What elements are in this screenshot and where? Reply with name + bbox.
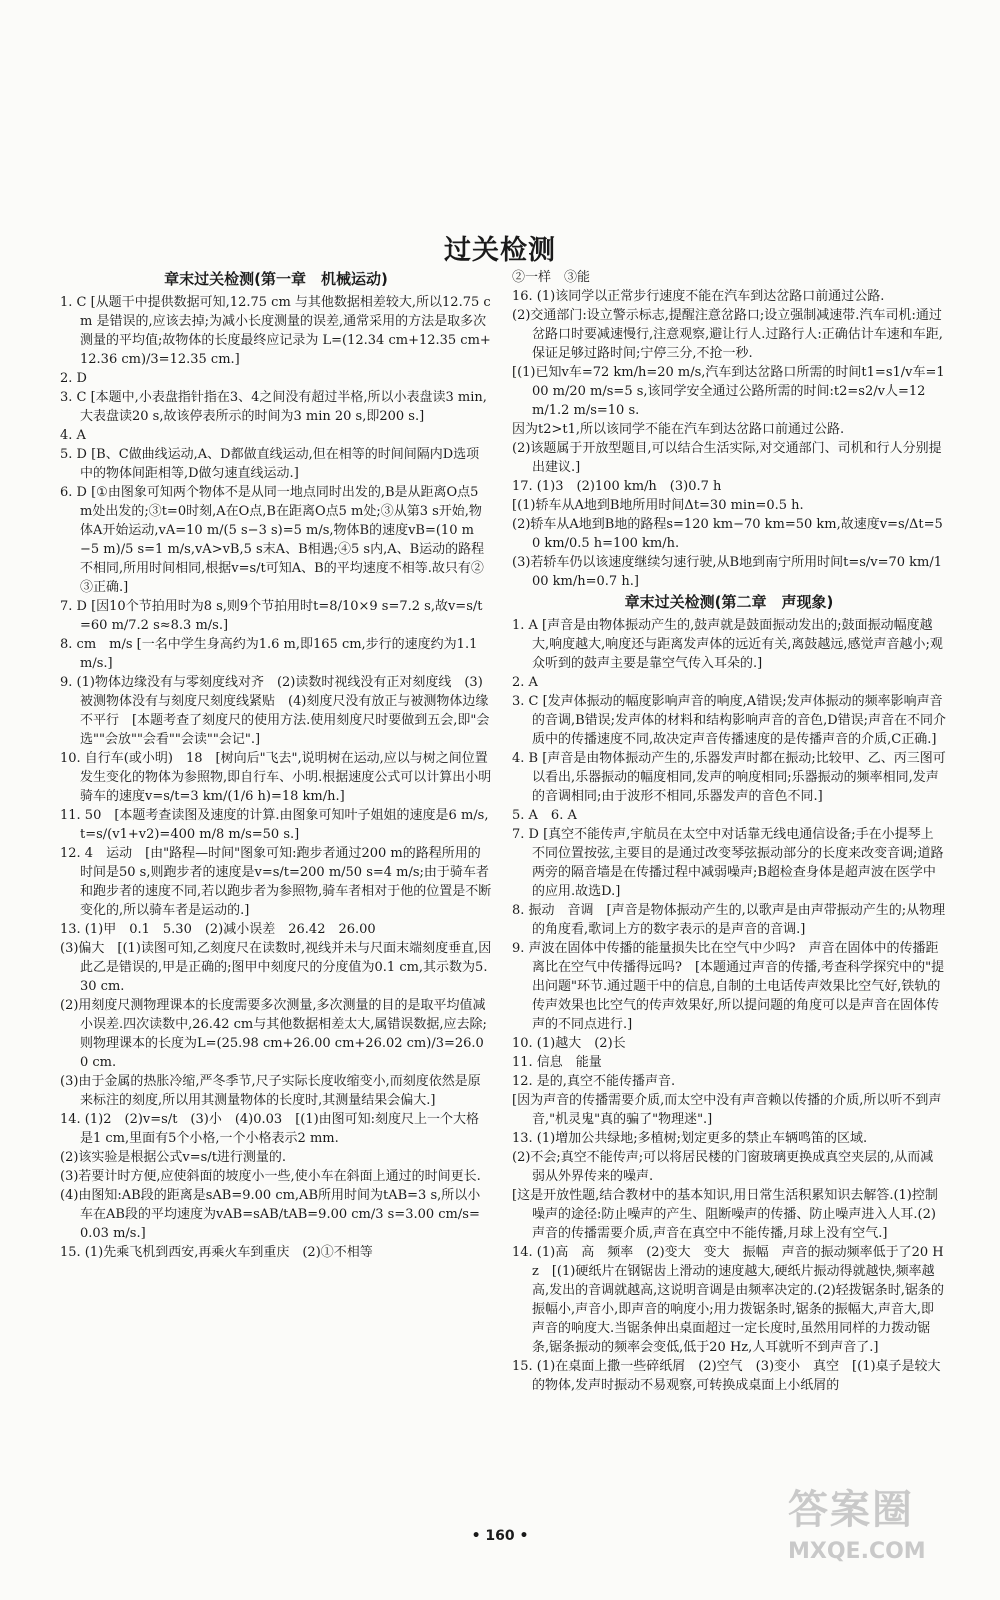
answer-item: 8. 振动 音调 [声音是物体振动产生的,以歌声是由声带振动产生的;从物理的角度看,歌词上方的数字表示的是声音的音调.]: [512, 903, 946, 937]
answer-item: (3)若轿车仍以该速度继续匀速行驶,从B地到南宁所用时间t=s/v=70 km/100 km/h=0.7 h.]: [512, 555, 943, 589]
answer-item: 2. A: [512, 675, 538, 690]
answer-item: 5. D [B、C做曲线运动,A、D都做直线运动,但在相等的时间间隔内D选项中的物体间距相等,D做匀速直线运动.]: [60, 447, 480, 481]
answer-item: 15. (1)先乘飞机到西安,再乘火车到重庆 (2)①不相等: [60, 1245, 373, 1260]
right-answer-list-top: [512, 268, 946, 591]
answer-item: 10. 自行车(或小明) 18 [树向后"飞去",说明树在运动,应以与树之间位置发生变化的物体为参照物,即自行车、小明.根据速度公式可以计算出小明骑车的速度v=s/t=3 km/(1/6 h)=18 km/h.]: [60, 751, 492, 804]
answer-item: (3)偏大 [(1)读图可知,乙刻度尺在读数时,视线并未与尺面末端刻度垂直,因此乙是错误的,甲是正确的;图甲中刻度尺的分度值为0.1 cm,其示数为5.30 cm.: [60, 941, 492, 994]
answer-item: 3. C [本题中,小表盘指针指在3、4之间没有超过半格,所以小表盘读3 min,大表盘读20 s,故该停表所示的时间为3 min 20 s,即200 s.]: [60, 390, 487, 424]
answer-item: 14. (1)高 高 频率 (2)变大 变大 振幅 声音的振动频率低于了20 Hz [(1)硬纸片在钢锯齿上滑动的速度越大,硬纸片振动得就越快,频率越高,发出的音调就越高,这说明音调是由频率决定的.(2)轻拨锯条时,锯条的振幅小,声音小,即声音的响度小;用力拨锯条时,锯条的振幅大,声音大,即声音的响度大.当锯条伸出桌面超过一定长度时,虽然用同样的力拨动锯条,锯条振动的频率会变低,低于20 Hz,人耳就听不到声音了.]: [512, 1245, 944, 1355]
answer-item: 12. 4 运动 [由"路程—时间"图象可知:跑步者通过200 m的路程所用的时间是50 s,则跑步者的速度是v=s/t=200 m/50 s=4 m/s;由于骑车者和跑步者的速度不同,若以跑步者为参照物,骑车者相对于他的位置是不断变化的,所以骑车者是运动的.]: [60, 846, 492, 918]
answer-item: 1. C [从题干中提供数据可知,12.75 cm 与其他数据相差较大,所以12.75 cm 是错误的,应该去掉;为减小长度测量的误差,通常采用的方法是取多次测量的平均值;故物体的长度最终应记录为 L=(12.34 cm+12.35 cm+12.36 cm)/3=12.35 cm.]: [60, 295, 491, 367]
left-column: [60, 268, 492, 1262]
answer-item: 1. A [声音是由物体振动产生的,鼓声就是鼓面振动发出的;鼓面振动幅度越大,响度越大,响度还与距离发声体的远近有关,离鼓越远,感觉声音越小;观众听到的鼓声主要是靠空气传入耳朵的.]: [512, 618, 943, 671]
left-answer-list: [60, 293, 492, 1262]
answer-item: 2. D: [60, 371, 87, 386]
answer-item: 10. (1)越大 (2)长: [512, 1036, 626, 1051]
answer-item: 6. D [①由图象可知两个物体不是从同一地点同时出发的,B是从距离O点5 m处出发的;③t=0时刻,A在O点,B在距离O点5 m处;③从第3 s开始,物体A开始运动,vA=10 m/(5 s−3 s)=5 m/s,物体B的速度vB=(10 m−5 m)/5 s=1 m/s,vA>vB,5 s末A、B相遇;④5 s内,A、B运动的路程不相同,所用时间相同,根据v=s/t可知A、B的平均速度不相等.故只有②③正确.]: [60, 485, 485, 595]
section-title-chapter-1: 章末过关检测(第一章 机械运动): [164, 270, 388, 288]
answer-item: 因为t2>t1,所以该同学不能在汽车到达岔路口前通过公路.: [512, 422, 845, 437]
answer-item: 11. 信息 能量: [512, 1055, 602, 1070]
answer-item: (4)由图知:AB段的距离是sAB=9.00 cm,AB所用时间为tAB=3 s,所以小车在AB段的平均速度为vAB=sAB/tAB=9.00 cm/3 s=3.00 cm/s=0.03 m/s.]: [60, 1188, 481, 1241]
answer-item: [(1)轿车从A地到B地所用时间Δt=30 min=0.5 h.: [512, 498, 804, 513]
watermark-logo: [788, 1478, 978, 1588]
answer-item: 4. B [声音是由物体振动产生的,乐器发声时都在振动;比较甲、乙、丙三图可以看出,乐器振动的幅度相同,发声的响度相同;乐器振动的频率相同,发声的音调相同;由于波形不相同,乐器发声的音色不同.]: [512, 751, 946, 804]
answer-item: (2)不会;真空不能传声;可以将居民楼的门窗玻璃更换成真空夹层的,从而减弱从外界传来的噪声.: [512, 1150, 934, 1184]
answer-item: 9. 声波在固体中传播的能量损失比在空气中少吗? 声音在固体中的传播距离比在空气中传播得远吗? [本题通过声音的传播,考查科学探究中的"提出问题"环节.通过题干中的信息,自制的土电话传声效果比空气好,铁轨的传声效果也比空气的传声效果好,所以提问题的角度可以是声音在固体传声的不同点进行.]: [512, 941, 945, 1032]
watermark-url: MXQE.COM: [788, 1539, 926, 1564]
answer-item: (2)该实验是根据公式v=s/t进行测量的.: [60, 1150, 287, 1165]
answer-item: 3. C [发声体振动的幅度影响声音的响度,A错误;发声体振动的频率影响声音的音调,B错误;发声体的材料和结构影响声音的音色,D错误;声音在不同介质中的传播速度不同,故决定声音传播速度的是传播声音的介质,C正确.]: [512, 694, 947, 747]
answer-item: 5. A 6. A: [512, 808, 577, 823]
right-answer-list-bottom: [512, 616, 946, 1395]
answer-item: 17. (1)3 (2)100 km/h (3)0.7 h: [512, 479, 722, 494]
right-column: [512, 268, 946, 1395]
answer-item: [因为声音的传播需要介质,而太空中没有声音赖以传播的介质,所以听不到声音,"机灵鬼"真的骗了"物理迷".]: [512, 1093, 942, 1127]
answer-item: 15. (1)在桌面上撒一些碎纸屑 (2)空气 (3)变小 真空 [(1)桌子是较大的物体,发声时振动不易观察,可转换成桌面上小纸屑的: [512, 1359, 941, 1393]
answer-item: 16. (1)该同学以正常步行速度不能在汽车到达岔路口前通过公路.: [512, 289, 885, 304]
answer-item: 7. D [真空不能传声,宇航员在太空中对话靠无线电通信设备;手在小提琴上不同位置按弦,主要目的是通过改变琴弦振动部分的长度来改变音调;道路两旁的隔音墙是在传播过程中减弱噪声;B超检查身体是超声波在医学中的应用.故选D.]: [512, 827, 944, 899]
answer-item: 12. 是的,真空不能传播声音.: [512, 1074, 676, 1089]
answer-item: 11. 50 [本题考查读图及速度的计算.由图象可知叶子姐姐的速度是6 m/s,t=s/(v1+v2)=400 m/8 m/s=50 s.]: [60, 808, 489, 842]
answer-item: 4. A: [60, 428, 86, 443]
answer-item: (3)若要计时方便,应使斜面的坡度小一些,使小车在斜面上通过的时间更长.: [60, 1169, 481, 1184]
page-number: • 160 •: [471, 1528, 529, 1544]
answer-item: 13. (1)增加公共绿地;多植树;划定更多的禁止车辆鸣笛的区域.: [512, 1131, 868, 1146]
answer-item: (2)用刻度尺测物理课本的长度需要多次测量,多次测量的目的是取平均值减小误差.四次读数中,26.42 cm与其他数据相差太大,属错误数据,应去除;则物理课本的长度为L=(25.98 cm+26.00 cm+26.02 cm)/3=26.00 cm.: [60, 998, 487, 1070]
answer-item: 7. D [因10个节拍用时为8 s,则9个节拍用时t=8/10×9 s=7.2 s,故v=s/t=60 m/7.2 s≈8.3 m/s.]: [60, 599, 483, 633]
section-title-chapter-2: 章末过关检测(第二章 声现象): [624, 593, 834, 611]
answer-item: 13. (1)甲 0.1 5.30 (2)减小误差 26.42 26.00: [60, 922, 376, 937]
answer-item: (3)由于金属的热胀冷缩,严冬季节,尺子实际长度收缩变小,而刻度依然是原来标注的刻度,所以用其测量物体的长度时,其测量结果会偏大.]: [60, 1074, 481, 1108]
page-title: 过关检测: [444, 235, 556, 266]
answer-item: 9. (1)物体边缘没有与零刻度线对齐 (2)读数时视线没有正对刻度线 (3)被测物体没有与刻度尺刻度线紧贴 (4)刻度尺没有放正与被测物体边缘不平行 [本题考查了刻度尺的使用方法.使用刻度尺时要做到五会,即"会选""会放""会看""会读""会记".]: [60, 675, 490, 747]
answer-item: [这是开放性题,结合教材中的基本知识,用日常生活积累知识去解答.(1)控制噪声的途径:防止噪声的产生、阻断噪声的传播、防止噪声进入人耳.(2)声音的传播需要介质,声音在真空中不能传播,月球上没有空气.]: [512, 1188, 938, 1241]
answer-item: 8. cm m/s [一名中学生身高约为1.6 m,即165 cm,步行的速度约为1.1 m/s.]: [60, 637, 478, 671]
answer-item: (2)交通部门:设立警示标志,提醒注意岔路口;设立强制减速带.汽车司机:通过岔路口时要减速慢行,注意观察,避让行人.过路行人:正确估计车速和车距,保证足够过路时间;宁停三分,不抢一秒.: [512, 308, 943, 361]
answer-item: ②一样 ③能: [512, 270, 591, 285]
answer-item: (2)该题属于开放型题目,可以结合生活实际,对交通部门、司机和行人分别提出建议.]: [512, 441, 942, 475]
answer-item: (2)轿车从A地到B地的路程s=120 km−70 km=50 km,故速度v=s/Δt=50 km/0.5 h=100 km/h.: [512, 517, 943, 551]
answer-item: [(1)已知v车=72 km/h=20 m/s,汽车到达岔路口所需的时间t1=s1/v车=100 m/20 m/s=5 s,该同学安全通过公路所需的时间:t2=s2/v人=12 m/1.2 m/s=10 s.: [512, 365, 945, 418]
answer-item: 14. (1)2 (2)v=s/t (3)小 (4)0.03 [(1)由图可知:刻度尺上一个大格是1 cm,里面有5个小格,一个小格表示2 mm.: [60, 1112, 480, 1146]
watermark-logo-text: 答案圈: [788, 1487, 914, 1533]
